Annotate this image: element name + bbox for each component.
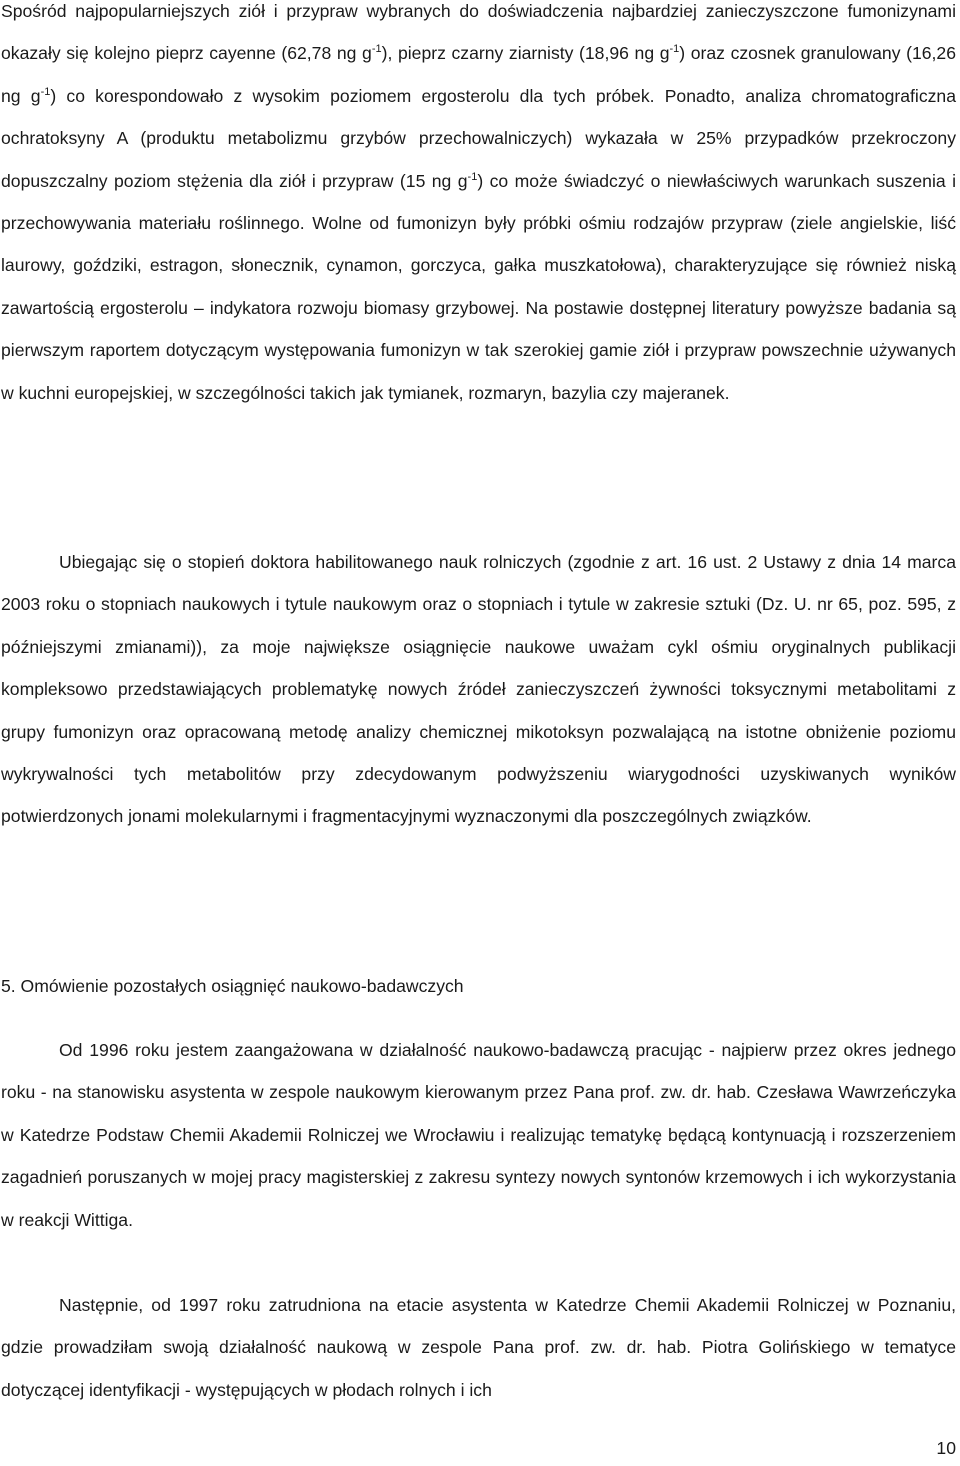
superscript: -1 xyxy=(669,43,680,56)
paragraph-habilitation: Ubiegając się o stopień doktora habilitowanego nauk rolniczych (zgodnie z art. 16 ust. 2 Ustawy z dnia 14 marca 2003 roku o stopniach naukowych i tytule naukowym oraz o stopniach i tytule w zakresie sztuki (Dz. U. nr 65, poz. 595, z późniejszymi zmianami)), za moje największe osiągnięcie naukowe uważam cykl ośmiu oryginalnych publikacji kompleksowo przedstawiających problematykę nowych źródeł zanieczyszczeń żywności toksycznymi metabolitami z grupy fumonizyn oraz opracowaną metodę analizy chemicznej mikotoksyn pozwalającą na istotne obniżenie poziomu wykrywalności tych metabolitów przy zdecydowanym podwyższeniu wiarygodności uzyskiwanych wyników potwierdzonych jonami molekularnymi i fragmentacyjnymi wyznaczonymi dla poszczególnych związków. xyxy=(1,552,956,827)
page-number: 10 xyxy=(936,1438,956,1458)
paragraph-research-1997: Następnie, od 1997 roku zatrudniona na etacie asystenta w Katedrze Chemii Akademii Rolniczej w Poznaniu, gdzie prowadziłam swoją działalność naukową w zespole Pana prof. zw. dr. hab. Piotra Golińskiego w tematyce dotyczącej identyfikacji - występujących w płodach rolnych i ich xyxy=(1,1295,956,1400)
section-heading: 5. Omówienie pozostałych osiągnięć naukowo-badawczych xyxy=(1,976,464,996)
paragraph-fumonisin-results xyxy=(1,0,956,414)
paragraph-text: ) co korespondowało z wysokim poziomem ergosterolu dla tych próbek. Ponadto, analiza chromatograficzna ochratoksyny A (produktu metabolizmu grzybów przechowalniczych) wykazała w 25% przypadków przekroczony dopuszczalny poziom stężenia dla ziół i przypraw (15 ng g xyxy=(1,85,956,191)
paragraph-text: ) oraz czosnek granulowany (16,26 ng g xyxy=(1,43,956,106)
paragraph-text: Spośród najpopularniejszych ziół i przypraw wybranych do doświadczenia najbardziej zanieczyszczone fumonizynami okazały się kolejno pieprz cayenne (62,78 ng g xyxy=(1,1,956,64)
paragraph-text: ) co może świadczyć o niewłaściwych warunkach suszenia i przechowywania materiału roślinnego. Wolne od fumonizyn były próbki ośmiu rodzajów przypraw (ziele angielskie, liść laurowy, goździki, estragon, słonecznik, cynamon, gorczyca, gałka muszkatołowa), charakteryzujące się również niską zawartością ergosterolu – indykatora rozwoju biomasy grzybowej. Na postawie dostępnej literatury powyższe badania są pierwszym raportem dotyczącym występowania fumonizyn w tak szerokiej gamie ziół i przypraw powszechnie używanych w kuchni europejskiej, w szczególności takich jak tymianek, rozmaryn, bazylia czy majeranek. xyxy=(1,170,956,403)
paragraph-research-1996: Od 1996 roku jestem zaangażowana w działalność naukowo-badawczą pracując - najpierw przez okres jednego roku - na stanowisku asystenta w zespole naukowym kierowanym przez Pana prof. zw. dr. hab. Czesława Wawrzeńczyka w Katedrze Podstaw Chemii Akademii Rolniczej we Wrocławiu i realizując tematykę będącą kontynuacją i rozszerzeniem zagadnień poruszanych w mojej pracy magisterskiej z zakresu syntezy nowych syntonów krzemowych i ich wykorzystania w reakcji Wittiga. xyxy=(1,1040,956,1230)
superscript: -1 xyxy=(40,85,51,98)
superscript: -1 xyxy=(371,43,382,56)
paragraph-text: ), pieprz czarny ziarnisty (18,96 ng g xyxy=(381,43,670,64)
superscript: -1 xyxy=(467,170,478,183)
